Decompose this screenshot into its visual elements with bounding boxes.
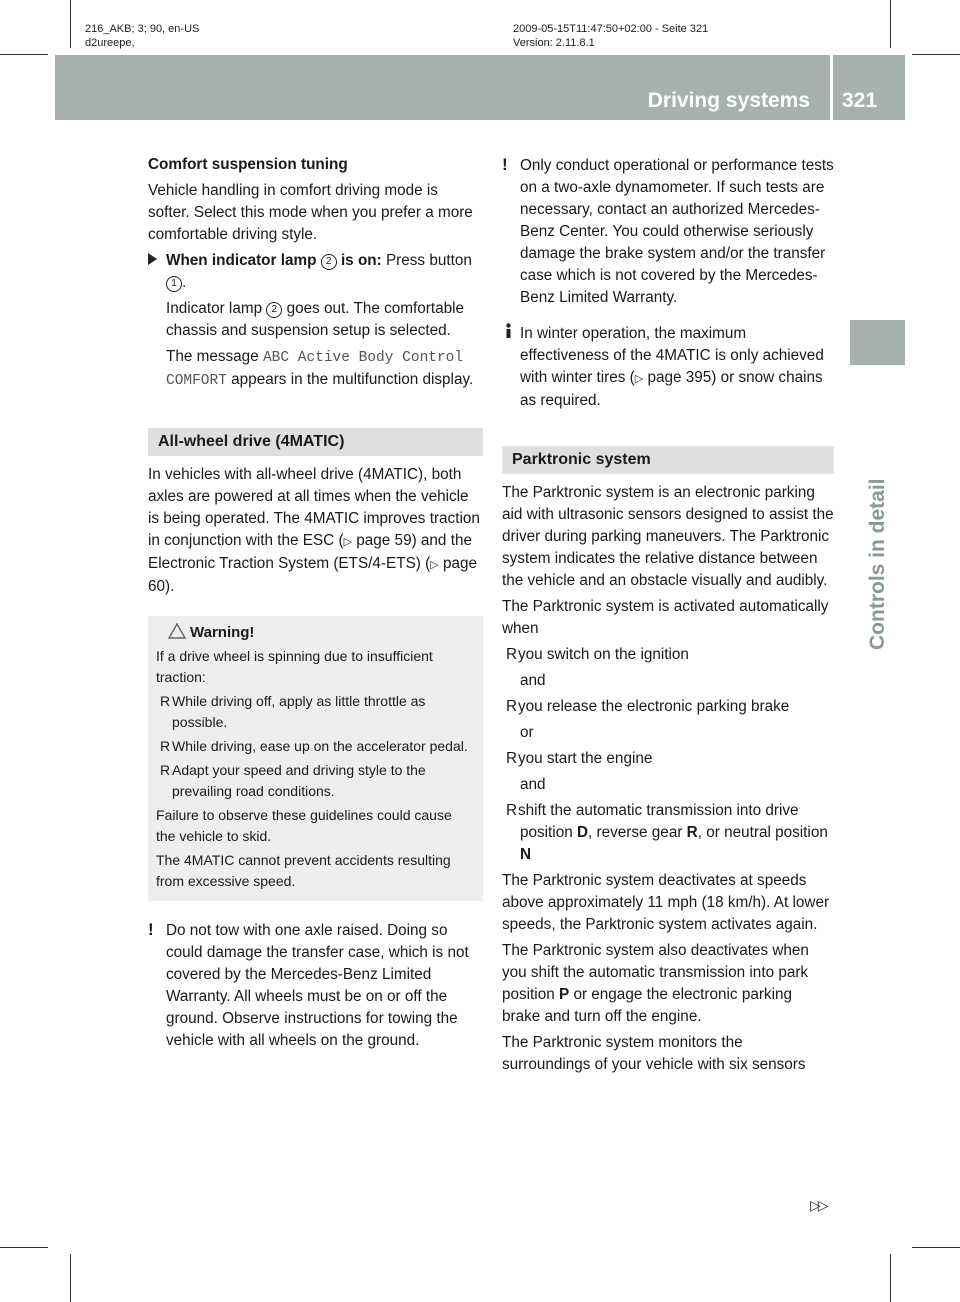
list-item <box>156 691 475 733</box>
warning-title: Warning! <box>190 624 255 641</box>
gear-p: P <box>558 986 570 1003</box>
crop-mark <box>912 1247 960 1248</box>
side-tab-label-wrap <box>852 370 902 670</box>
crop-mark <box>912 54 960 55</box>
comfort-text: Vehicle handling in comfort driving mode is softer. Select this mode when you prefer a more comfortable driving style. <box>148 182 473 243</box>
step-is-on: is on: <box>340 252 382 269</box>
page-number: 321 <box>842 89 878 112</box>
meta-top-left-1: 216_AKB; 3; 90, en-US <box>85 23 200 35</box>
crop-mark <box>70 0 71 48</box>
warning-p1: Failure to observe these guidelines could cause the vehicle to skid. <box>156 807 452 844</box>
crop-mark <box>0 54 48 55</box>
park-p4 <box>502 940 834 1028</box>
bullet-text: , reverse gear <box>588 824 683 841</box>
list-item <box>502 644 834 666</box>
result-2a: The message <box>166 348 259 365</box>
bullet-text: shift the automatic transmission into drive position <box>518 802 799 841</box>
page-ref-icon: ▷ <box>343 536 353 548</box>
park-p3: The Parktronic system deactivates at speeds above approximately 11 mph (18 km/h). At lower speeds, the Parktronic system activates again. <box>502 872 830 933</box>
comfort-heading: Comfort suspension tuning <box>148 156 348 173</box>
awd-text <box>148 464 483 598</box>
park-p2: The Parktronic system is activated automatically when <box>502 598 829 637</box>
warning-bullet-text: While driving off, apply as little throttle as possible. <box>172 693 426 730</box>
crop-mark <box>890 1254 891 1302</box>
exclamation-icon: ! <box>502 155 508 174</box>
left-column <box>148 154 483 1056</box>
section-title: Driving systems <box>647 89 810 112</box>
park-heading: Parktronic system <box>502 446 834 474</box>
bullet-icon: R <box>160 762 171 778</box>
meta-top-right-1: 2009-05-15T11:47:50+02:00 - Seite 321 <box>513 23 709 35</box>
awd-heading: All-wheel drive (4MATIC) <box>148 428 483 456</box>
connector: and <box>520 776 546 793</box>
gear-r: R <box>686 824 698 841</box>
bullet-icon: R <box>160 738 171 754</box>
bullet-icon: R <box>506 802 518 819</box>
bullet-icon: R <box>506 698 518 715</box>
connector: or <box>520 724 534 741</box>
step-result-1 <box>148 298 483 342</box>
page-ref-link[interactable]: page 60 <box>148 555 477 595</box>
crop-mark <box>70 1254 71 1302</box>
header-separator <box>830 55 833 120</box>
display-message: ABC Active Body Control COMFORT <box>166 350 464 389</box>
step-result-2 <box>148 346 483 392</box>
bullet-text: you release the electronic parking brake <box>518 698 790 715</box>
awd-text-c: ). <box>165 578 175 595</box>
gear-n: N <box>520 846 532 863</box>
step-instruction: When indicator lamp 2 is on: Press button 1 . <box>148 250 483 294</box>
park-p4a: The Parktronic system also deactivates when you shift the automatic transmission into park position <box>502 942 809 1003</box>
number-1-icon: 1 <box>166 276 182 292</box>
bullet-icon: R <box>506 750 518 767</box>
crop-mark <box>890 0 891 48</box>
page-ref-icon: ▷ <box>430 559 439 571</box>
info-text-b: ) or snow chains as required. <box>520 369 823 409</box>
connector: and <box>520 672 546 689</box>
gear-d: D <box>576 824 589 841</box>
page-ref-icon: ▷ <box>634 373 644 385</box>
warning-bullet-text: While driving, ease up on the accelerator pedal. <box>172 738 468 754</box>
bullet-icon: R <box>160 693 171 709</box>
meta-top-left-2: d2ureepe, <box>85 37 135 49</box>
number-2-icon: 2 <box>266 302 282 318</box>
info-icon <box>502 323 520 345</box>
list-item <box>502 800 834 866</box>
warning-triangle-icon <box>168 623 186 639</box>
meta-top-right-2: Version: 2.11.8.1 <box>513 37 595 49</box>
right-column <box>502 154 834 1080</box>
side-tab-marker <box>850 320 905 365</box>
page-ref-link[interactable]: page 59 <box>356 532 412 549</box>
note-tow <box>148 919 483 1052</box>
bullet-text: you start the engine <box>518 750 653 767</box>
note-test-text: Only conduct operational or performance tests on a two-axle dynamometer. If such tests are necessary, contact an authorized Mercedes-Benz Center. You could otherwise seriously damage the brake system and/or the transfer case which is not covered by the Mercedes-Benz Limited Warranty. <box>520 157 834 306</box>
warning-bullet-text: Adapt your speed and driving style to the prevailing road conditions. <box>172 762 426 799</box>
info-text-a: In winter operation, the maximum effectiveness of the 4MATIC is only achieved with winter tires ( <box>520 325 824 386</box>
bullet-text: , or neutral position <box>697 824 828 841</box>
bullet-icon: R <box>506 646 518 663</box>
warning-intro: If a drive wheel is spinning due to insufficient traction: <box>156 648 433 685</box>
list-item <box>156 736 475 757</box>
park-p1: The Parktronic system is an electronic parking aid with ultrasonic sensors designed to assist the driver during parking maneuvers. The Parktronic system indicates the relative distance between the vehicle and an obstacle visually and audibly. <box>502 484 834 589</box>
step-arrow-icon <box>148 253 157 265</box>
crop-mark <box>0 1247 48 1248</box>
park-p5: The Parktronic system monitors the surroundings of your vehicle with six sensors <box>502 1034 806 1073</box>
exclamation-icon: ! <box>148 920 154 939</box>
bullet-text: you switch on the ignition <box>518 646 689 663</box>
info-note <box>502 323 834 412</box>
list-item <box>502 696 834 718</box>
result-2b: appears in the multifunction display. <box>231 371 474 388</box>
note-test <box>502 154 834 309</box>
warning-p2: The 4MATIC cannot prevent accidents resulting from excessive speed. <box>156 852 451 889</box>
awd-text-a: In vehicles with all-wheel drive (4MATIC), both axles are powered at all times when the vehicle is being operated. The 4MATIC improves traction in conjunction with the ESC ( <box>148 466 480 549</box>
note-tow-text: Do not tow with one axle raised. Doing so could damage the transfer case, which is not covered by the Mercedes-Benz Limited Warranty. All wheels must be on or off the ground. Observe instructions for towing the vehicle with all wheels on the ground. <box>166 922 469 1049</box>
list-item <box>502 748 834 770</box>
park-p4b: or engage the electronic parking brake and turn off the engine. <box>502 986 792 1025</box>
continued-icon: ▷▷ <box>810 1197 826 1213</box>
list-item <box>156 760 475 802</box>
result-1a: Indicator lamp <box>166 300 263 317</box>
page-ref-link[interactable]: page 395 <box>647 369 712 386</box>
side-tab-label: Controls in detail <box>866 478 889 650</box>
warning-box <box>148 616 483 901</box>
number-2-icon: 2 <box>321 254 337 270</box>
awd-text-b: ) and the Electronic Traction System (ETS/4-ETS) ( <box>148 532 472 572</box>
step-lead: When indicator lamp <box>166 252 317 269</box>
warning-title-row <box>156 622 475 643</box>
step-press: Press button <box>385 252 472 269</box>
result-1b: goes out. The comfortable chassis and suspension setup is selected. <box>166 300 465 339</box>
